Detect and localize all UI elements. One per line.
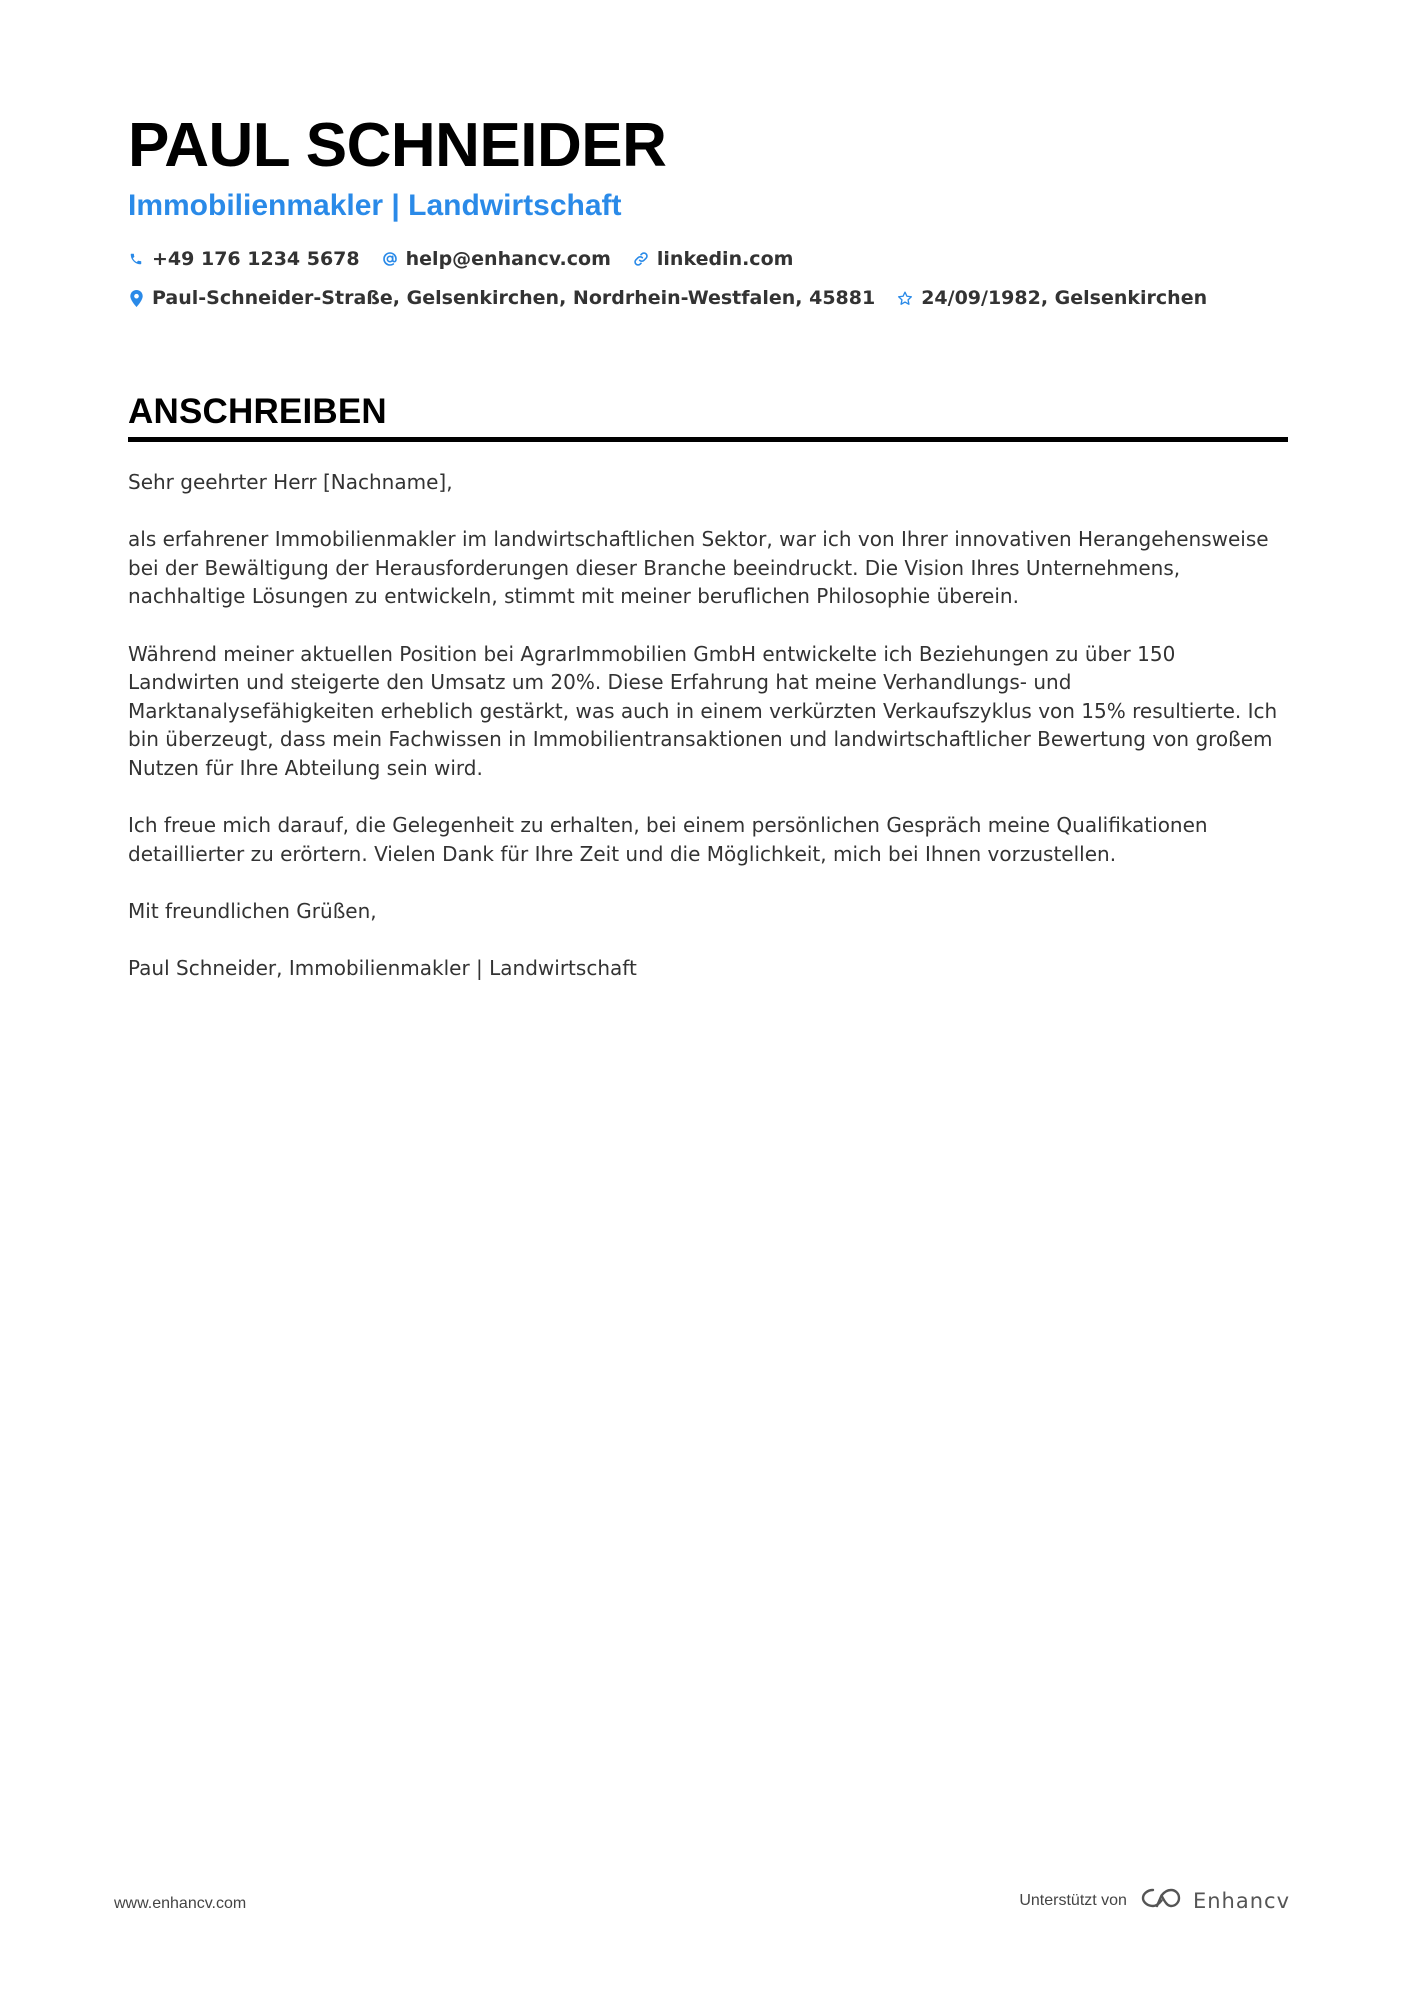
letter-salutation: Sehr geehrter Herr [Nachname], <box>128 470 453 494</box>
contact-birth <box>897 287 1207 309</box>
contact-phone <box>128 248 360 270</box>
location-pin-icon <box>128 289 144 307</box>
letter-body <box>128 468 1288 983</box>
at-icon <box>382 250 398 268</box>
brand-name: Enhancv <box>1192 1888 1290 1913</box>
letter-closing: Mit freundlichen Grüßen, <box>128 898 377 923</box>
footer-powered-by <box>1019 1886 1290 1915</box>
phone-text: +49 176 1234 5678 <box>152 248 360 270</box>
star-icon <box>897 289 913 307</box>
contact-link[interactable] <box>633 248 794 270</box>
address-text: Paul-Schneider-Straße, Gelsenkirchen, Nordrhein-Westfalen, 45881 <box>152 287 876 309</box>
powered-by-text: Unterstützt von <box>1019 1891 1127 1909</box>
link-icon <box>633 250 649 268</box>
footer-website[interactable]: www.enhancv.com <box>114 1895 247 1912</box>
letter-signature: Paul Schneider, Immobilienmakler | Landwirtschaft <box>128 956 637 981</box>
section-divider <box>128 437 1288 442</box>
enhancv-logo-icon <box>1139 1886 1185 1915</box>
contact-row-secondary <box>128 283 1288 313</box>
brand-logo[interactable] <box>1139 1886 1290 1915</box>
email-text: help@enhancv.com <box>405 248 611 270</box>
section-title: ANSCHREIBEN <box>128 392 387 431</box>
link-text: linkedin.com <box>656 248 794 270</box>
letter-paragraph: Ich freue mich darauf, die Gelegenheit zu erhalten, bei einem persönlichen Gespräch meine Qualifikationen detaillierter zu erörtern. Vielen Dank für Ihre Zeit und die Möglichkeit, mich bei Ihnen vorzustellen. <box>128 813 1208 866</box>
contact-row-primary <box>128 244 1288 274</box>
applicant-name: PAUL SCHNEIDER <box>128 111 667 180</box>
birth-text: 24/09/1982, Gelsenkirchen <box>921 287 1208 309</box>
cover-letter-page <box>128 108 1288 1011</box>
contact-email[interactable] <box>382 248 611 270</box>
contact-address <box>128 287 875 309</box>
letter-paragraph: Während meiner aktuellen Position bei AgrarImmobilien GmbH entwickelte ich Beziehungen zu über 150 Landwirten und steigerte den Umsatz um 20%. Diese Erfahrung hat meine Verhandlungs- und Marktanalysefähigkeiten erheblich gestärkt, was auch in einem verkürzten Verkaufszyklus von 15% resultierte. Ich bin überzeugt, dass mein Fachwissen in Immobilientransaktionen und landwirtschaftlicher Bewertung von großem Nutzen für Ihre Abteilung sein wird. <box>128 641 1278 780</box>
phone-icon <box>128 250 144 268</box>
letter-paragraph: als erfahrener Immobilienmakler im landwirtschaftlichen Sektor, war ich von Ihrer innovativen Herangehensweise bei der Bewältigung der Herausforderungen dieser Branche beeindruckt. Die Vision Ihres Unternehmens, nachhaltige Lösungen zu entwickeln, stimmt mit meiner beruflichen Philosophie überein. <box>128 527 1269 609</box>
applicant-title: Immobilienmakler | Landwirtschaft <box>128 189 622 222</box>
